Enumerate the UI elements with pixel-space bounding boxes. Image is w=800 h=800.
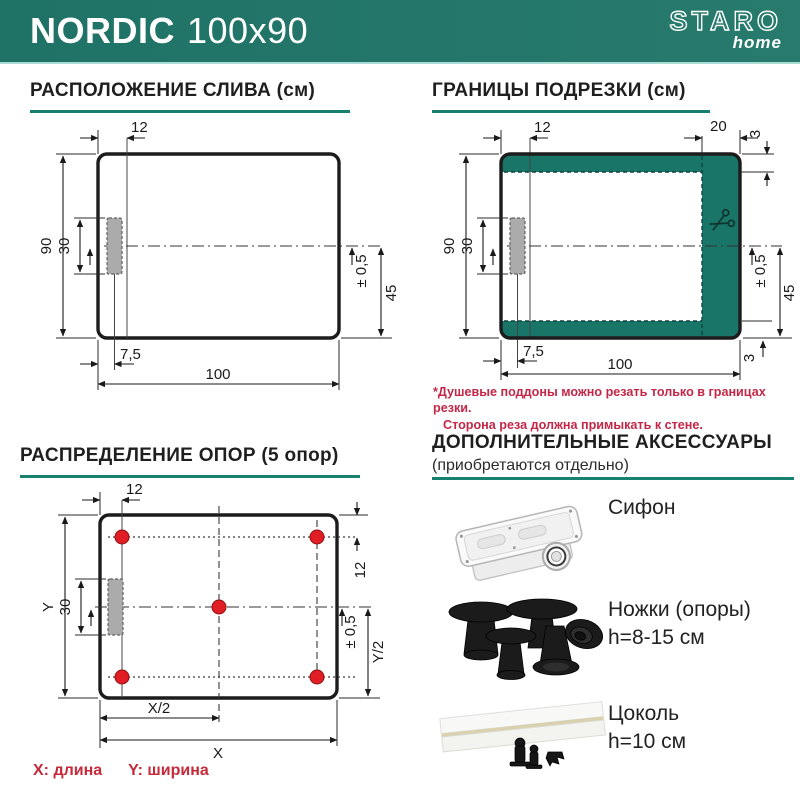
product-size: 100x90 — [187, 10, 309, 51]
dim-top-offset: 12 — [126, 482, 143, 498]
product-name: NORDIC — [30, 10, 175, 51]
support-dot — [212, 600, 226, 614]
dim-cut-width: 20 — [710, 118, 727, 135]
support-dot — [115, 530, 129, 544]
feet-image — [436, 592, 606, 690]
dim-height: Y — [40, 601, 57, 613]
accessory-plinth-name: Цоколь — [608, 702, 680, 725]
plinth-image — [436, 696, 611, 780]
dim-strip-bottom: 3 — [741, 353, 758, 363]
accessories-section-underline — [432, 477, 794, 480]
product-title — [30, 10, 308, 52]
dim-drain-size: 30 — [459, 237, 476, 255]
cutting-section-underline — [432, 110, 710, 113]
dim-top-offset: 12 — [131, 119, 148, 136]
accessory-plinth-spec: h=10 см — [608, 729, 687, 753]
dim-top-offset: 12 — [534, 119, 551, 136]
supports-section-underline — [20, 475, 360, 478]
drain-outlet — [108, 579, 123, 635]
dim-half-width: X/2 — [147, 700, 171, 717]
brand-logo — [670, 8, 783, 53]
dim-tolerance: ± 0,5 — [342, 615, 359, 649]
dim-tolerance: ± 0,5 — [353, 254, 370, 288]
accessories-section-title: ДОПОЛНИТЕЛЬНЫЕ АКСЕССУАРЫ — [432, 432, 773, 453]
supports-section-title: РАСПРЕДЕЛЕНИЕ ОПОР (5 опор) — [20, 445, 339, 466]
dim-width: 100 — [607, 356, 633, 373]
dim-strip-top: 3 — [747, 129, 764, 139]
siphon-image — [436, 486, 606, 586]
drain-location-diagram — [30, 118, 420, 403]
accessory-label-plinth — [608, 700, 686, 755]
dim-tolerance: ± 0,5 — [752, 254, 769, 288]
drain-outlet — [510, 218, 525, 274]
cutting-boundaries-diagram — [430, 118, 800, 386]
dim-width: X — [212, 745, 224, 762]
dim-side-offset: 12 — [352, 561, 369, 579]
accessories-section-subtitle: (приобретаются отдельно) — [432, 457, 629, 474]
warning-line-2: Сторона реза должна примыкать к стене. — [443, 417, 703, 432]
dim-height: 90 — [38, 237, 55, 255]
drain-section-title: РАСПОЛОЖЕНИЕ СЛИВА (см) — [30, 80, 316, 101]
cutting-section-title: ГРАНИЦЫ ПОДРЕЗКИ (см) — [432, 80, 686, 101]
accessory-feet-name: Ножки (опоры) — [608, 598, 751, 621]
support-dot — [310, 530, 324, 544]
dim-half-height: Y/2 — [370, 640, 387, 664]
dim-half-height: 45 — [781, 284, 798, 302]
dim-half-height: 45 — [383, 284, 400, 302]
brand-name: STARO — [669, 6, 782, 36]
cut-zone-bottom — [502, 321, 739, 337]
dim-drain-size: 30 — [57, 598, 74, 616]
dim-drain-size: 30 — [56, 237, 73, 255]
supports-diagram — [20, 482, 420, 772]
legend-y: Y: ширина — [128, 762, 209, 779]
warning-line-1: *Душевые поддоны можно резать только в границах резки. — [433, 385, 766, 416]
support-dot — [115, 670, 129, 684]
dim-width: 100 — [205, 366, 231, 383]
accessory-label-siphon: Сифон — [608, 496, 676, 519]
dim-drain-offset: 7,5 — [523, 343, 544, 360]
support-dot — [310, 670, 324, 684]
header-bar — [0, 0, 800, 64]
dim-drain-offset: 7,5 — [120, 346, 141, 363]
brand-sub: home — [732, 33, 782, 52]
cutting-warning-note — [433, 384, 797, 433]
dim-height: 90 — [441, 237, 458, 255]
accessory-label-feet — [608, 596, 751, 651]
drain-section-underline — [30, 110, 350, 113]
accessory-feet-spec: h=8-15 см — [608, 625, 705, 649]
supports-legend — [33, 762, 235, 780]
drain-outlet — [107, 218, 122, 274]
legend-x: X: длина — [33, 762, 103, 779]
